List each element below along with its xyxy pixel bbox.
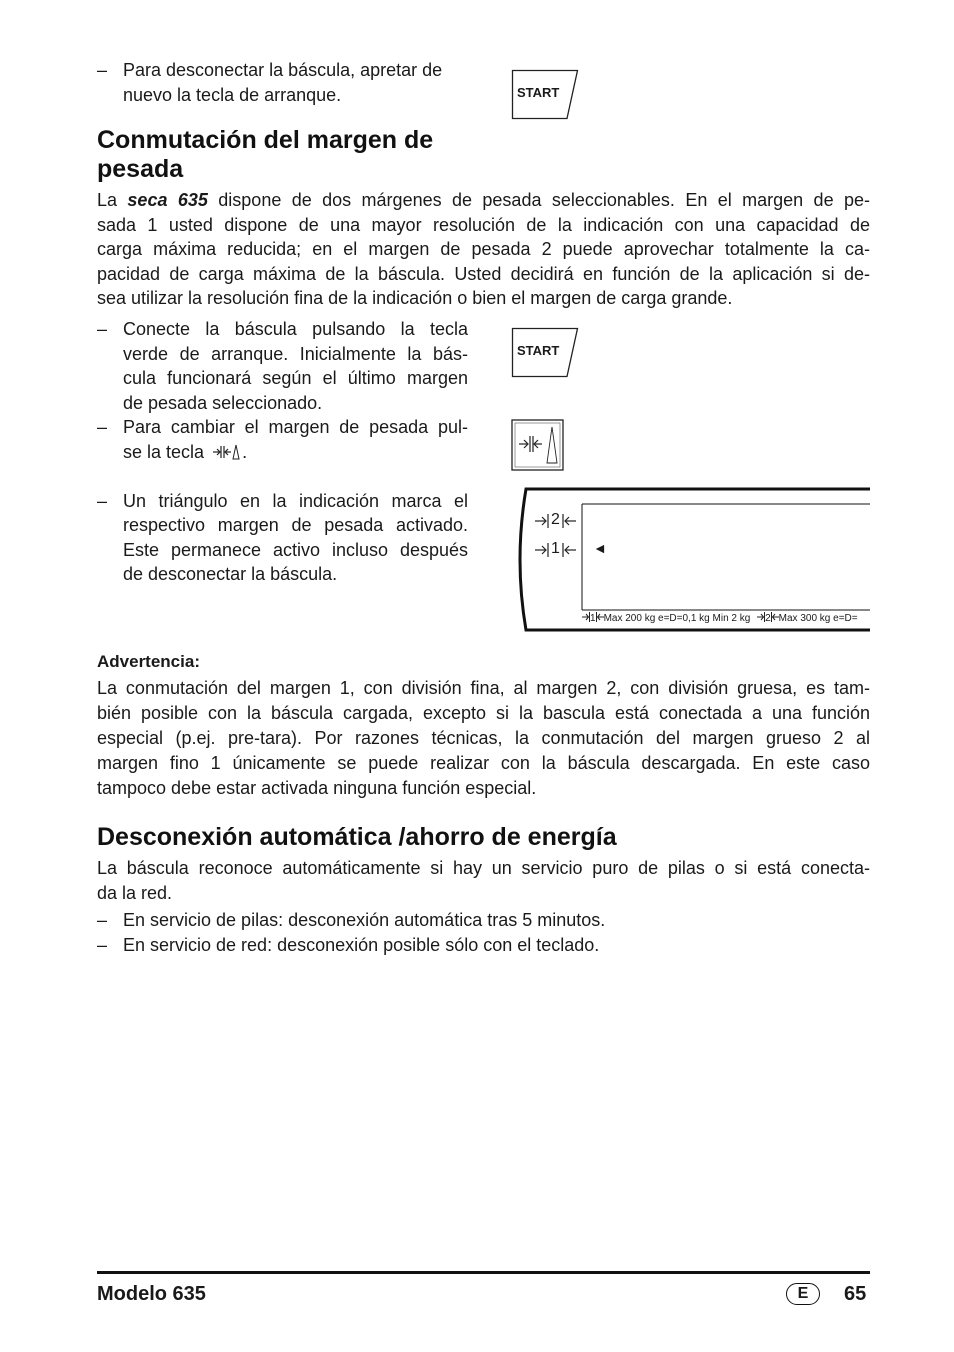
- range-out-arrow-icon: [596, 612, 604, 622]
- section1-heading-line2: pesada: [97, 155, 184, 183]
- warning-line-5: tampoco debe estar activada ninguna función especial.: [97, 778, 537, 798]
- weight-display: [508, 486, 870, 634]
- warning-title: Advertencia:: [97, 652, 200, 671]
- bullet2-line-2: se la tecla: [123, 441, 205, 462]
- footer-lang-badge: [786, 1283, 820, 1305]
- section2-bullets: [97, 908, 870, 957]
- bullet3-line-1: Un triángulo en la indicación marca el: [123, 490, 468, 511]
- section1-bullets: [97, 317, 468, 587]
- bullet-dash: –: [97, 319, 108, 339]
- para-line1-rest: dispone de dos márgenes de pesada seleccionables. En el margen de pe-: [207, 190, 870, 210]
- range1-label: 1: [551, 540, 560, 557]
- warning-line-2: bién posible con la báscula cargada, excepto si la bascula está conectada a una función: [97, 703, 870, 723]
- start-key-label: START: [517, 343, 560, 358]
- start-key-2: [511, 327, 581, 378]
- footer-lang: E: [797, 1285, 809, 1302]
- intro-bullet: [97, 58, 477, 107]
- range-switch-key-icon: [511, 419, 565, 472]
- warning-line-3: especial (p.ej. pre-tara). Por razones técnicas, la conmutación del margen grueso 2 al: [97, 728, 870, 748]
- intro-line-2: nuevo la tecla de arranque.: [123, 84, 342, 105]
- bullet-dash: –: [97, 490, 108, 511]
- bullet-dash: –: [97, 934, 108, 955]
- brand-name: seca 635: [127, 190, 208, 210]
- range-in-arrow-icon: [582, 612, 590, 622]
- spec1-num: 1: [590, 613, 596, 624]
- para-line-3: carga máxima reducida; en el margen de pesada 2 puede aprovechar totalmente la ca-: [97, 239, 870, 259]
- bullet1-line-1: Conecte la báscula pulsando la tecla: [123, 319, 468, 339]
- start-key-1: [511, 69, 581, 120]
- warning-paragraph: [97, 676, 870, 801]
- footer-model: Modelo 635: [97, 1283, 206, 1305]
- range-in-arrow-icon: [534, 514, 550, 528]
- range-switch-key: [511, 419, 565, 472]
- warning-line-1: La conmutación del margen 1, con división fina, al margen 2, con división gruesa, es tam-: [97, 678, 870, 698]
- spec-strip: [582, 612, 870, 626]
- range-out-arrow-icon: [561, 543, 577, 557]
- spec2-num: 2: [765, 613, 771, 624]
- bullet-dash: –: [97, 60, 108, 80]
- section2-paragraph: [97, 856, 870, 905]
- start-key-label: START: [517, 85, 560, 100]
- range-out-arrow-icon: [771, 612, 779, 622]
- intro-line-1: Para desconectar la báscula, apretar de: [123, 60, 443, 80]
- bullet1-line-2: verde de arranque. Inicialmente la bás-: [123, 343, 468, 364]
- bullet3-line-4: de desconectar la báscula.: [123, 564, 338, 584]
- section2-line-2: da la red.: [97, 882, 173, 903]
- section2-bullet-2: En servicio de red: desconexión posible sólo con el teclado.: [123, 934, 600, 955]
- para-line-4: pacidad de carga máxima de la báscula. Usted decidirá en función de la aplicación si de-: [97, 263, 870, 284]
- bullet2-line-1: Para cambiar el margen de pesada pul-: [123, 417, 468, 437]
- range-out-arrow-icon: [561, 514, 577, 528]
- range-in-arrow-icon: [757, 612, 765, 622]
- bullet3-line-3: Este permanece activo incluso después: [123, 539, 468, 560]
- warning-line-4: margen fino 1 únicamente se puede realizar con la báscula descargada. En este caso: [97, 753, 870, 773]
- range-in-arrow-icon: [534, 543, 550, 557]
- spec1-text: Max 200 kg e=D=0,1 kg Min 2 kg: [603, 613, 751, 624]
- bullet-dash: –: [97, 910, 108, 930]
- range-switch-icon: [212, 443, 242, 461]
- bullet3-line-2: respectivo margen de pesada activado.: [123, 515, 468, 535]
- para-lead: La: [97, 190, 128, 210]
- section1-heading: [97, 126, 433, 184]
- section2-bullet-1: En servicio de pilas: desconexión automática tras 5 minutos.: [123, 910, 606, 930]
- footer-page-number: 65: [844, 1283, 867, 1305]
- bullet1-line-4: de pesada seleccionado.: [123, 392, 323, 413]
- para-line-2: sada 1 usted dispone de una mayor resolución de la indicación con una capacidad de: [97, 214, 870, 235]
- section1-heading-line1: Conmutación del margen de: [97, 126, 434, 154]
- section2-heading: [97, 823, 617, 852]
- bullet-dash: –: [97, 417, 108, 437]
- active-range-marker: ◄: [593, 540, 607, 556]
- spec2-text: Max 300 kg e=D=: [778, 613, 858, 624]
- footer-rule: [97, 1271, 870, 1274]
- range2-label: 2: [551, 511, 560, 528]
- section2-line-1: La báscula reconoce automáticamente si hay un servicio puro de pilas o si está conecta-: [97, 858, 870, 878]
- para-line-5: sea utilizar la resolución fina de la indicación o bien el margen de carga grande.: [97, 288, 733, 308]
- section2-heading-text: Desconexión automática /ahorro de energía: [97, 823, 617, 851]
- bullet1-line-3: cula funcionará según el último margen: [123, 368, 468, 388]
- section1-paragraph: [97, 188, 870, 311]
- bullet2-end: .: [242, 441, 248, 462]
